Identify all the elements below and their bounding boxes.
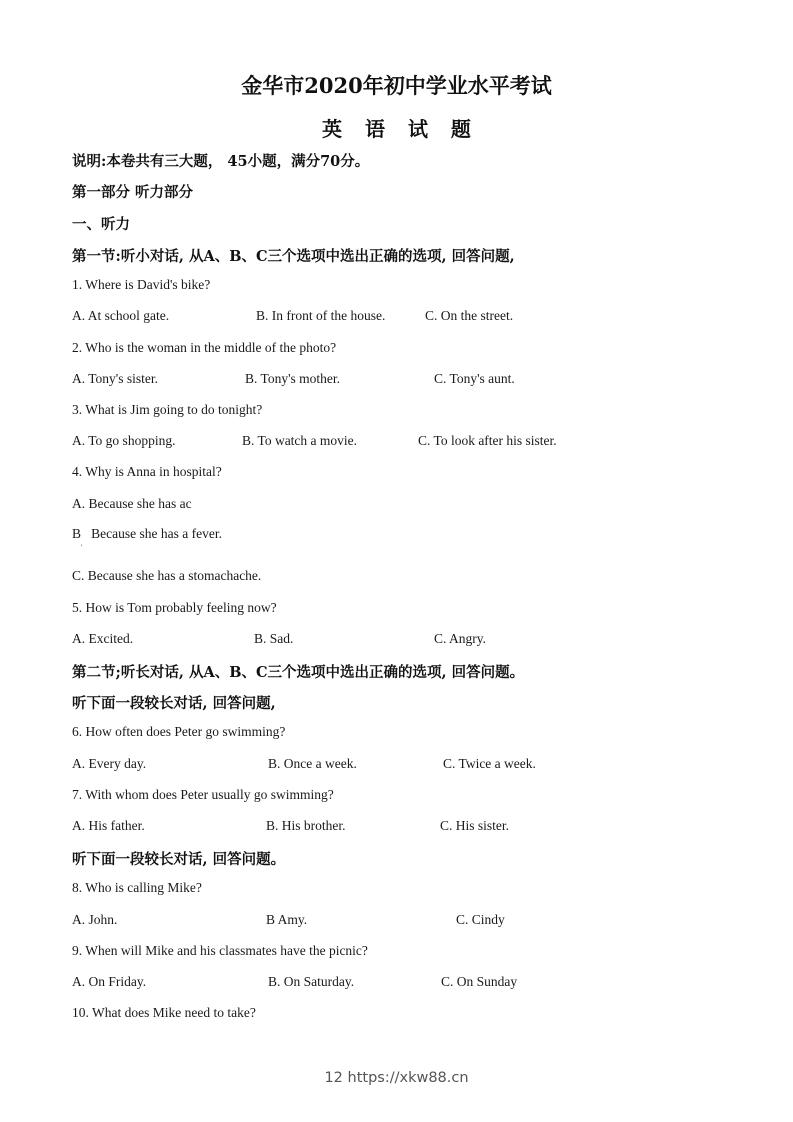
section2-heading: 第二节;听长对话, 从A、B、C三个选项中选出正确的选项, 回答问题。	[72, 664, 525, 681]
option-5a: A. Excited.	[72, 631, 134, 646]
option-2c: C. Tony's aunt.	[434, 371, 515, 386]
question-3: 3. What is Jim going to do tonight?	[72, 402, 263, 417]
section1-heading: 第一节:听小对话, 从A、B、C三个选项中选出正确的选项, 回答问题,	[72, 248, 515, 265]
option-3a: A. To go shopping.	[72, 433, 176, 448]
question-1: 1. Where is David's bike?	[72, 277, 211, 292]
option-1a: A. At school gate.	[72, 308, 170, 323]
question-7: 7. With whom does Peter usually go swimming?	[72, 787, 334, 802]
option-4c: C. Because she has a stomachache.	[72, 568, 262, 583]
option-9b: B. On Saturday.	[268, 974, 355, 989]
instructions: 说明:本卷共有三大题， 45小题，满分70分。	[72, 153, 370, 170]
question-2: 2. Who is the woman in the middle of the photo?	[72, 340, 337, 355]
option-8c: C. Cindy	[456, 912, 505, 927]
option-8a: A. John.	[72, 912, 118, 927]
stray-dot: '	[81, 543, 83, 552]
dialogue1-heading: 听下面一段较长对话, 回答问题,	[72, 695, 276, 712]
option-7b: B. His brother.	[266, 818, 346, 833]
exam-title: 金华市2020年初中学业水平考试	[241, 73, 552, 98]
option-4b: B Because she has a fever.	[72, 526, 222, 541]
question-4: 4. Why is Anna in hospital?	[72, 464, 222, 479]
option-5c: C. Angry.	[434, 631, 487, 646]
option-1c: C. On the street.	[425, 308, 514, 323]
option-9a: A. On Friday.	[72, 974, 147, 989]
option-2a: A. Tony's sister.	[72, 371, 158, 386]
page-footer: 12 https://xkw88.cn	[324, 1070, 469, 1086]
option-7c: C. His sister.	[440, 818, 510, 833]
question-10: 10. What does Mike need to take?	[72, 1005, 256, 1020]
exam-subtitle: 英 语 试 题	[322, 117, 479, 141]
option-6c: C. Twice a week.	[443, 756, 536, 771]
option-6b: B. Once a week.	[268, 756, 357, 771]
question-9: 9. When will Mike and his classmates have the picnic?	[72, 943, 368, 958]
option-1b: B. In front of the house.	[256, 308, 386, 323]
option-8b: B Amy.	[266, 912, 308, 927]
section-heading: 一、听力	[72, 216, 130, 233]
option-6a: A. Every day.	[72, 756, 147, 771]
question-8: 8. Who is calling Mike?	[72, 880, 202, 895]
question-5: 5. How is Tom probably feeling now?	[72, 600, 277, 615]
option-3b: B. To watch a movie.	[242, 433, 358, 448]
dialogue2-heading: 听下面一段较长对话, 回答问题。	[72, 851, 286, 868]
question-6: 6. How often does Peter go swimming?	[72, 724, 286, 739]
option-7a: A. His father.	[72, 818, 145, 833]
option-5b: B. Sad.	[254, 631, 294, 646]
option-2b: B. Tony's mother.	[245, 371, 340, 386]
option-9c: C. On Sunday	[441, 974, 518, 989]
option-4a: A. Because she has ac	[72, 496, 192, 511]
part-heading: 第一部分 听力部分	[72, 184, 194, 201]
option-3c: C. To look after his sister.	[418, 433, 557, 448]
